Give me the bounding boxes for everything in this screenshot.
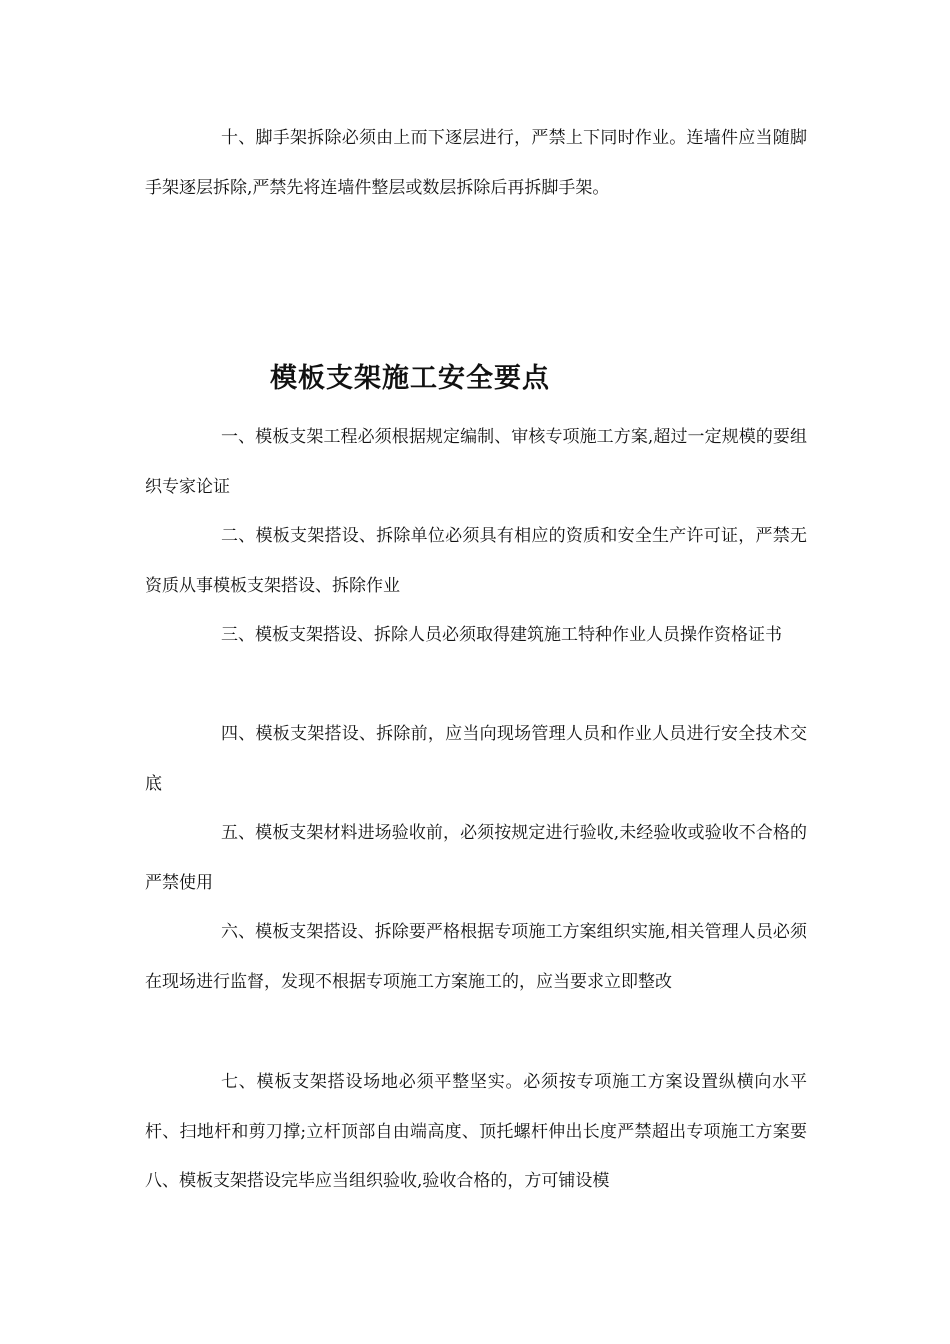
list-item-5: 五、模板支架材料进场验收前，必须按规定进行验收,未经验收或验收不合格的严禁使用 (145, 823, 807, 893)
list-item-2: 二、模板支架搭设、拆除单位必须具有相应的资质和安全生产许可证，严禁无资质从事模板支架搭设、拆除作业 (145, 526, 807, 596)
list-item-7: 七、模板支架搭设场地必须平整坚实。必须按专项施工方案设置纵横向水平杆、扫地杆和剪刀撑;立杆顶部自由端高度、顶托螺杆伸出长度严禁超出专项施工方案要八、模板支架搭设完毕应当组织验收,验收合格的，方可铺设模 (145, 1072, 807, 1191)
list-item-6: 六、模板支架搭设、拆除要严格根据专项施工方案组织实施,相关管理人员必须在现场进行监督，发现不根据专项施工方案施工的，应当要求立即整改 (145, 922, 807, 992)
section-title: 模板支架施工安全要点 (270, 363, 550, 394)
intro-paragraph: 十、脚手架拆除必须由上而下逐层进行，严禁上下同时作业。连墙件应当随脚手架逐层拆除,严禁先将连墙件整层或数层拆除后再拆脚手架。 (145, 128, 807, 198)
list-item-4: 四、模板支架搭设、拆除前，应当向现场管理人员和作业人员进行安全技术交底 (145, 724, 807, 794)
list-item-3: 三、模板支架搭设、拆除人员必须取得建筑施工特种作业人员操作资格证书 (221, 625, 782, 645)
list-item-1: 一、模板支架工程必须根据规定编制、审核专项施工方案,超过一定规模的要组织专家论证 (145, 427, 807, 497)
